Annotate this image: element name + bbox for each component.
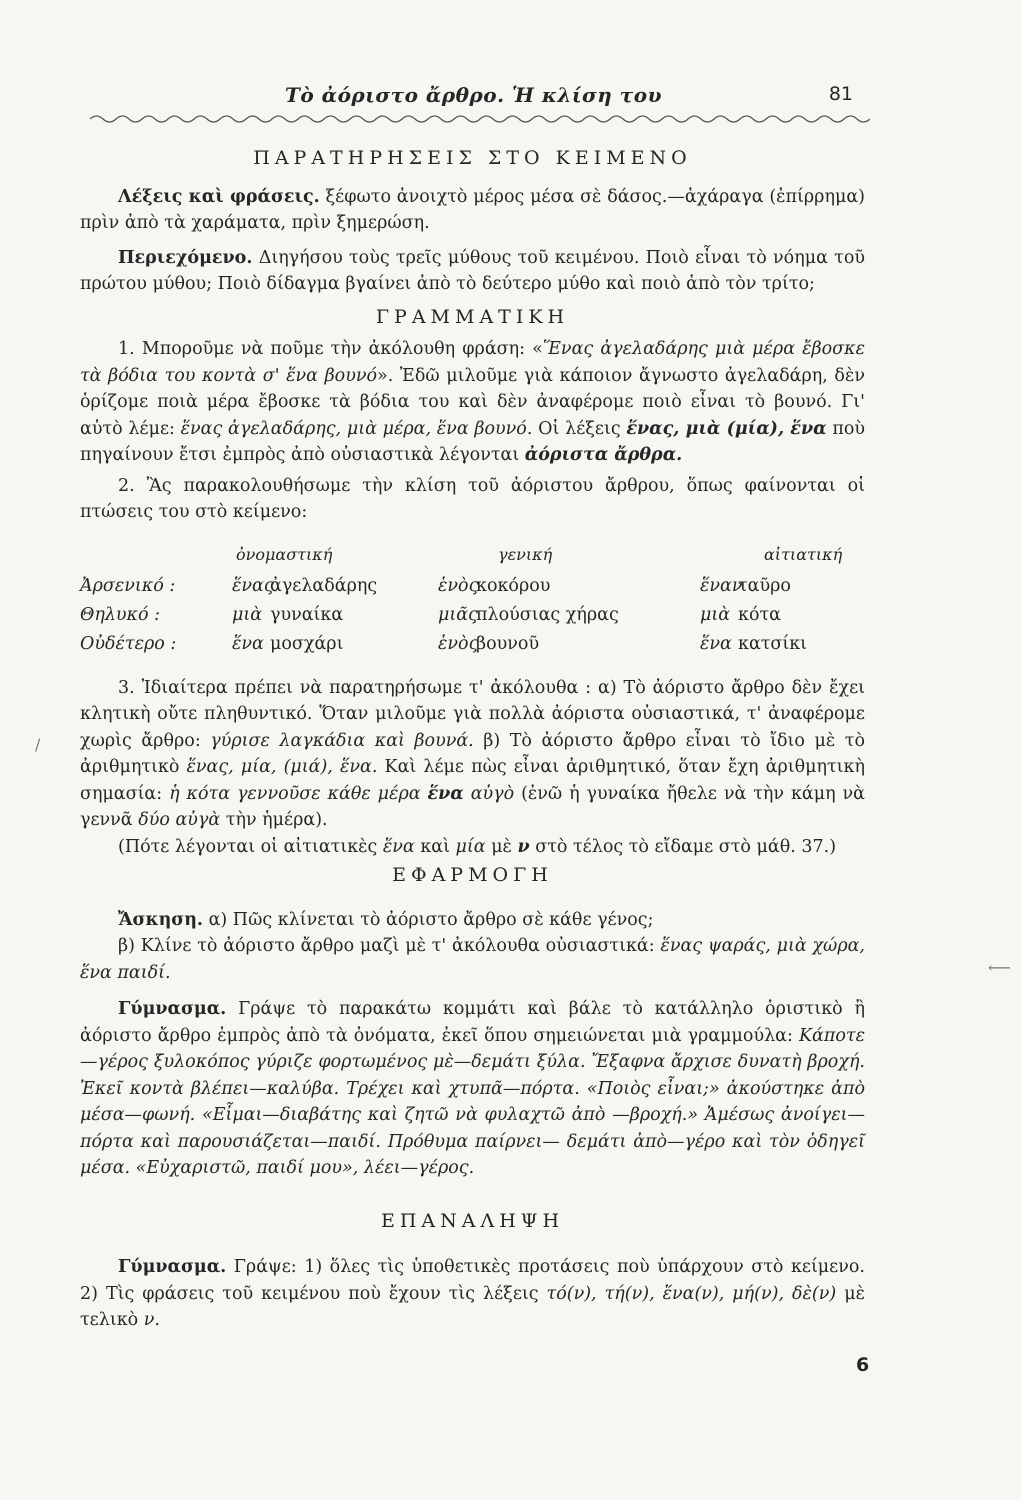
header-nominative: ὀνομαστική	[236, 545, 333, 565]
accusative-cell	[700, 630, 865, 659]
gymnasma-2	[80, 1254, 865, 1334]
grammar-point-2: 2. Ἂς παρακολουθήσωμε τὴν κλίση τοῦ ἀόριστου ἄρθρου, ὅπως φαίνονται οἱ πτώσεις του στὸ κείμενο:	[80, 475, 865, 522]
exercise-b-words: ἕνας ψαράς, μιὰ χώρα, ἕνα παιδί.	[80, 936, 865, 983]
noun: κατσίκι	[738, 633, 808, 654]
declension-table	[80, 540, 865, 659]
nominative-cell	[232, 630, 438, 659]
gymnasma-2-text-b: μὲ τελικὸ	[80, 1283, 865, 1330]
observations-heading: ΠΑΡΑΤΗΡΗΣΕΙΣ ΣΤΟ ΚΕΙΜΕΝΟ	[253, 147, 692, 169]
gymnasma-2-text-a: Γράψε: 1) ὅλες τὶς ὑποθετικὲς προτάσεις ποὺ ὑπάρχουν στὸ κείμενο. 2) Τὶς φράσεις τοῦ κειμένου ποὺ ἔχουν τὶς λέξεις	[80, 1257, 865, 1304]
noun: κότα	[738, 604, 781, 625]
accusative-cell	[700, 572, 865, 601]
words-label: Λέξεις καὶ φράσεις.	[118, 186, 320, 207]
exercise-a: α) Πῶς κλίνεται τὸ ἀόριστο ἄρθρο σὲ κάθε γένος;	[208, 909, 654, 930]
noun: κοκόρου	[476, 575, 551, 596]
article: ἕνας	[232, 575, 274, 596]
noun: γυναίκα	[270, 604, 344, 625]
grammar-heading: ΓΡΑΜΜΑΤΙΚΗ	[375, 305, 570, 328]
table-row	[80, 630, 865, 659]
article: ἑνὸς	[438, 633, 479, 654]
gender-cell: Οὐδέτερο :	[80, 633, 177, 654]
g1-text-c: Οἱ λέξεις	[538, 418, 621, 439]
application-heading: ΕΦΑΡΜΟΓΗ	[392, 864, 553, 886]
header-accusative: αἰτιατική	[764, 545, 843, 565]
exercise-paragraph	[80, 907, 865, 934]
g1-text-a: 1. Μποροῦμε νὰ ποῦμε τὴν ἀκόλουθη φράση: «	[118, 339, 543, 359]
article: ἕνα	[232, 633, 264, 654]
nominative-cell	[232, 601, 438, 630]
g3-example-6: μία	[455, 836, 486, 857]
accusative-cell	[700, 601, 865, 630]
g1-text-d: ποὺ πηγαίνουν ἔτσι ἐμπρὸς ἀπὸ οὐσιαστικὰ λέγονται	[80, 418, 865, 465]
content-paragraph	[80, 245, 865, 298]
g3-example-2: ἕνας, μία, (μιά), ἕνα.	[186, 757, 378, 777]
grammar-point-1	[80, 336, 865, 469]
g3-text-h: μὲ	[491, 836, 512, 857]
noun: ἀγελαδάρης	[270, 575, 378, 596]
noun: πλούσιας χήρας	[476, 604, 619, 625]
grammar-point-3-note	[80, 834, 865, 861]
content-label: Περιεχόμενο.	[118, 247, 253, 268]
exercise-b-paragraph	[80, 933, 865, 986]
gymnasma-2-words: τό(ν), τή(ν), ἕνα(ν), μή(ν), δὲ(ν)	[546, 1283, 837, 1304]
g3-text-a: 3. Ἰδιαίτερα πρέπει νὰ παρατηρήσωμε τ' ἀκόλουθα : α) Τὸ ἀόριστο ἄρθρο δὲν ἔχει κλητικὴ οὔτε πληθυντικό. Ὅταν μιλοῦμε γιὰ πολλὰ ἀόριστα οὐσιαστικά, τ' ἀναφέρομε χωρὶς ἄρθρο:	[80, 677, 865, 751]
margin-arrow-mark: ⟵	[988, 958, 1011, 977]
gymnasma-1-label: Γύμνασμα.	[118, 999, 227, 1019]
article: ἕναν	[700, 575, 743, 596]
g3-text-c: Καὶ λέμε πὼς εἶναι ἀριθμητικό, ὅταν ἔχη ἀριθμητικὴ σημασία:	[80, 757, 865, 804]
review-heading: ΕΠΑΝΑΛΗΨΗ	[380, 1209, 565, 1232]
wavy-rule	[90, 112, 870, 126]
margin-tick-mark: /	[35, 735, 41, 754]
g1-term: ἀόριστα ἄρθρα.	[524, 445, 683, 465]
noun: μοσχάρι	[270, 633, 344, 654]
article: μιὰ	[700, 604, 731, 625]
article: ἑνὸς	[438, 575, 479, 596]
article: ἕνα	[700, 633, 732, 654]
words-paragraph	[80, 184, 865, 237]
nominative-cell	[232, 572, 438, 601]
content-text: Διηγήσου τοὺς τρεῖς μύθους τοῦ κειμένου. Ποιὸ εἶναι τὸ νόημα τοῦ πρώτου μύθου; Ποιὸ δίδαγμα βγαίνει ἀπὸ τὸ δεύτερο μύθο καὶ ποιὸ ἀπὸ τὸν τρίτο;	[80, 247, 865, 294]
g1-words: ἕνας, μιὰ (μία), ἕνα	[626, 418, 827, 439]
table-row	[80, 601, 865, 630]
running-header	[80, 83, 865, 113]
g1-text-b: ». Ἐδῶ μιλοῦμε γιὰ κάποιον ἄγνωστο ἀγελαδάρη, δὲν ὁρίζομε ποιὰ μέρα ἔβοσκε τὰ βόδια του καὶ δὲν ἀναφέρομε ποιὸ εἶναι τὸ βουνό. Γι' αὐτὸ λέμε:	[80, 365, 866, 439]
exercise-b: β) Κλίνε τὸ ἀόριστο ἄρθρο μαζὶ μὲ τ' ἀκόλουθα οὐσιαστικά:	[118, 936, 655, 956]
g3-example-4: δύο αὐγὰ	[138, 810, 221, 830]
noun: βουνοῦ	[476, 633, 540, 654]
g3-example-5: ἕνα	[382, 836, 415, 857]
g1-quote: Ἕνας ἀγελαδάρης μιὰ μέρα ἔβοσκε τὰ βόδια του κοντὰ σ' ἕνα βουνό	[80, 339, 865, 386]
g3-example-3c: αὐγὸ	[470, 783, 515, 804]
header-genitive: γενική	[498, 545, 553, 565]
running-title: Τὸ ἀόριστο ἄρθρο. Ἡ κλίση του	[285, 83, 662, 107]
g3-example-3: ἡ κότα γεννοῦσε κάθε μέρα	[169, 783, 421, 804]
g3-example-7: ν	[517, 836, 530, 857]
sheet-number: 6	[856, 1354, 870, 1376]
g1-examples: ἕνας ἀγελαδάρης, μιὰ μέρα, ἕνα βουνό.	[180, 418, 533, 439]
g3-text-d: (ἐνῶ ἡ γυναίκα ἤθελε νὰ τὴν κάμη νὰ γεννᾶ	[80, 783, 865, 830]
article: μιὰ	[232, 604, 263, 625]
gymnasma-1-passage: Κάποτε—γέρος ξυλοκόπος γύριζε φορτωμένος μὲ—δεμάτι ξύλα. Ἔξαφνα ἄρχισε δυνατὴ βροχή. Ἐκεῖ κοντὰ βλέπει—καλύβα. Τρέχει καὶ χτυπᾶ—πόρτα. «Ποιὸς εἶναι;» ἀκούστηκε ἀπὸ μέσα—φωνή. «Εἶμαι—διαβάτης καὶ ζητῶ νὰ φυλαχτῶ ἀπὸ —βροχή.» Ἀμέσως ἀνοίγει—πόρτα καὶ παρουσιάζεται—παιδί. Πρόθυμα παίρνει— δεμάτι ἀπὸ—γέρο καὶ τὸν ὁδηγεῖ μέσα. «Εὐχαριστῶ, παιδί μου», λέει—γέρος.	[80, 1025, 865, 1178]
gymnasma-2-label: Γύμνασμα.	[118, 1257, 227, 1277]
g3-text-g: καὶ	[420, 836, 450, 857]
page-number: 81	[828, 83, 853, 105]
genitive-cell	[438, 630, 700, 659]
gender-cell: Ἀρσενικό :	[80, 575, 176, 596]
g3-text-e: τὴν ἡμέρα).	[225, 810, 328, 830]
g3-example-1: γύρισε λαγκάδια καὶ βουνά.	[210, 730, 474, 751]
table-row	[80, 572, 865, 601]
genitive-cell	[438, 572, 700, 601]
genitive-cell	[438, 601, 700, 630]
words-text: ξέφωτο ἀνοιχτὸ μέρος μέσα σὲ δάσος.—ἀχάραγα (ἐπίρρημα) πρὶν ἀπὸ τὰ χαράματα, πρὶν ξημερώση.	[80, 186, 865, 233]
gymnasma-1-text: Γράψε τὸ παρακάτω κομμάτι καὶ βάλε τὸ κατάλληλο ὁριστικὸ ἢ ἀόριστο ἄρθρο ἐμπρὸς ἀπὸ τὰ ὀνόματα, ἐκεῖ ὅπου σημειώνεται μιὰ γραμμούλα:	[80, 999, 865, 1046]
exercise-label: Ἄσκηση.	[118, 909, 204, 930]
gymnasma-1	[80, 996, 865, 1182]
g3-text-b: β) Τὸ ἀόριστο ἄρθρο εἶναι τὸ ἴδιο μὲ τὸ ἀριθμητικὸ	[80, 730, 865, 777]
g3-text-i: στὸ τέλος τὸ εἴδαμε στὸ μάθ. 37.)	[535, 836, 837, 857]
article: μιᾶς	[438, 604, 478, 625]
gender-cell: Θηλυκό :	[80, 604, 161, 625]
g3-text-f: (Πότε λέγονται οἱ αἰτιατικὲς	[118, 836, 378, 857]
table-header-row	[80, 540, 865, 572]
grammar-point-3	[80, 675, 865, 834]
gymnasma-2-nu: ν.	[143, 1310, 160, 1330]
g3-example-3b: ἕνα	[427, 783, 464, 804]
noun: ταῦρο	[738, 575, 791, 596]
